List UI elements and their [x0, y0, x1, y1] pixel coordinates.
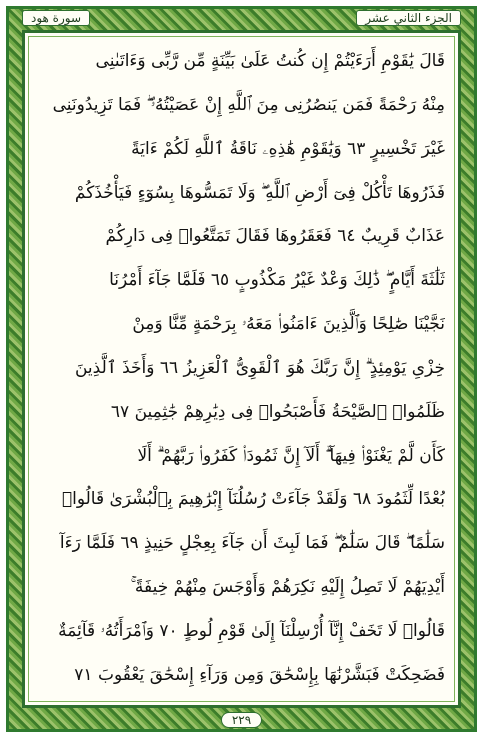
page-footer — [0, 710, 483, 730]
verse-line: ظَلَمُوا۟ ٱلصَّيْحَةُ فَأَصْبَحُوا۟ فِى دِيَٰرِهِمْ جَٰثِمِينَ ٦٧ — [110, 401, 445, 422]
verse-line: قَالُوا۟ لَا تَخَفْ إِنَّآ أُرْسِلْنَآ إِلَىٰ قَوْمِ لُوطٍ ٧٠ وَٱمْرَأَتُهُۥ قَآئِمَةٌ — [58, 620, 445, 641]
verse-line: فَضَحِكَتْ فَبَشَّرْنَٰهَا بِإِسْحَٰقَ وَمِن وَرَآءِ إِسْحَٰقَ يَعْقُوبَ ٧١ — [74, 664, 445, 685]
verse-line: عَذَابٌ قَرِيبٌ ٦٤ فَعَقَرُوهَا فَقَالَ تَمَتَّعُوا۟ فِى دَارِكُمْ — [105, 226, 445, 247]
verse-line: خِزْىِ يَوْمِئِذٍ ۗ إِنَّ رَبَّكَ هُوَ ٱلْقَوِىُّ ٱلْعَزِيزُ ٦٦ وَأَخَذَ ٱلَّذِينَ — [74, 357, 445, 378]
verse-line: نَجَّيْنَا صَٰلِحًا وَٱلَّذِينَ ءَامَنُوا۟ مَعَهُۥ بِرَحْمَةٍ مِّنَّا وَمِنْ — [132, 314, 445, 335]
surah-label: سورة هود — [22, 10, 90, 26]
page-header — [22, 8, 461, 28]
verse-line: أَيْدِيَهُمْ لَا تَصِلُ إِلَيْهِ نَكِرَهُمْ وَأَوْجَسَ مِنْهُمْ خِيفَةً ۚ — [130, 577, 445, 598]
verse-line: ثَلَٰثَةَ أَيَّامٍ ۖ ذَٰلِكَ وَعْدٌ غَيْرُ مَكْذُوبٍ ٦٥ فَلَمَّا جَآءَ أَمْرُنَا — [109, 270, 445, 291]
verse-line: مِنْهُ رَحْمَةً فَمَن يَنصُرُنِى مِنَ ٱللَّهِ إِنْ عَصَيْتُهُۥ ۖ فَمَا تَزِيدُونَنِى — [52, 94, 445, 115]
verse-lines — [38, 40, 445, 696]
verse-line: غَيْرَ تَخْسِيرٍ ٦٣ وَيَٰقَوْمِ هَٰذِهِۦ نَاقَةُ ٱللَّهِ لَكُمْ ءَايَةً — [131, 138, 445, 159]
verse-line: قَالَ يَٰقَوْمِ أَرَءَيْتُمْ إِن كُنتُ عَلَىٰ بَيِّنَةٍ مِّن رَّبِّى وَءَاتَىٰنِى — [95, 51, 445, 71]
verse-line: سَلَٰمًا ۖ قَالَ سَلَٰمٌ ۖ فَمَا لَبِثَ أَن جَآءَ بِعِجْلٍ حَنِيذٍ ٦٩ فَلَمَّا رَءَآ — [59, 533, 445, 554]
verse-line: كَأَن لَّمْ يَغْنَوْا۟ فِيهَآ ۗ أَلَآ إِنَّ ثَمُودَا۟ كَفَرُوا۟ رَبَّهُمْ ۗ أَلَا — [137, 445, 445, 466]
verse-line: فَذَرُوهَا تَأْكُلْ فِىٓ أَرْضِ ٱللَّهِ ۖ وَلَا تَمَسُّوهَا بِسُوٓءٍ فَيَأْخُذَكُمْ — [74, 182, 445, 203]
verse-line: بُعْدًا لِّثَمُودَ ٦٨ وَلَقَدْ جَآءَتْ رُسُلُنَآ إِبْرَٰهِيمَ بِٱلْبُشْرَىٰ قَالُوا۟ — [61, 489, 445, 510]
page-number: ٢٢٩ — [221, 712, 262, 728]
juz-label: الجزء الثاني عشر — [356, 10, 461, 26]
